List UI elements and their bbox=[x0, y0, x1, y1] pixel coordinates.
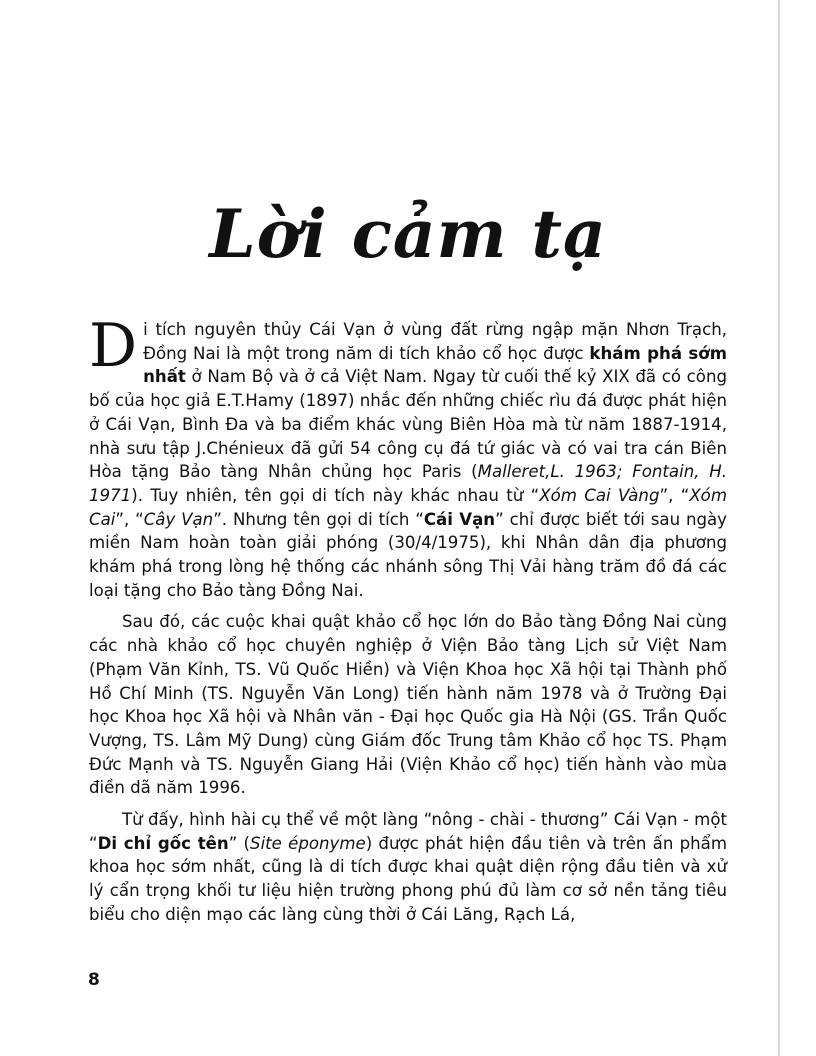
text-run: ”. Nhưng tên gọi di tích “ bbox=[213, 509, 424, 529]
italic-term: Site éponyme bbox=[250, 833, 366, 853]
text-run: ”, “ bbox=[659, 485, 690, 505]
bold-phrase: khám phá sớm nhất bbox=[143, 343, 727, 387]
text-run: ). Tuy nhiên, tên gọi di tích này khác nhau từ “ bbox=[131, 485, 540, 505]
text-run: ”, “ bbox=[115, 509, 144, 529]
paragraph-2: Sau đó, các cuộc khai quật khảo cổ học lớn do Bảo tàng Đồng Nai cùng các nhà khảo cổ học chuyên nghiệp ở Viện Bảo tàng Lịch sử Việt Nam (Phạm Văn Kỉnh, TS. Vũ Quốc Hiền) và Viện Khoa học Xã hội tại Thành phố Hồ Chí Minh (TS. Nguyễn Văn Long) tiến hành năm 1978 và ở Trường Đại học Khoa học Xã hội và Nhân văn - Đại học Quốc gia Hà Nội (GS. Trần Quốc Vượng, TS. Lâm Mỹ Dung) cùng Giám đốc Trung tâm Khảo cổ học TS. Phạm Đức Mạnh và TS. Nguyễn Giang Hải (Viện Khảo cổ học) tiến hành vào mùa điền dã năm 1996. bbox=[89, 612, 727, 798]
paragraph-1 bbox=[89, 311, 728, 602]
italic-name: Cây Vạn bbox=[143, 509, 214, 529]
bold-phrase: Cái Vạn bbox=[423, 509, 496, 529]
text-run: ở Nam Bộ và ở cả Việt Nam. Ngay từ cuối thế kỷ XIX đã có công bố của học giả E.T.Hamy (1897) nhắc đến những chiếc rìu đá được phát hiện ở Cái Vạn, Bình Đa và ba điểm khác vùng Biên Hòa mà từ năm 1887-1914, nhà sưu tập J.Chénieux đã gửi 54 công cụ đá tứ giác và có vai tra cán Biên Hòa tặng Bảo tàng Nhân chủng học Paris ( bbox=[89, 367, 727, 482]
bold-phrase: Di chỉ gốc tên bbox=[97, 833, 229, 853]
text-run: ” ( bbox=[228, 833, 251, 853]
page-edge-line bbox=[778, 0, 780, 1056]
citation: Malleret,L. 1963; Fontain, H. 1971 bbox=[89, 462, 728, 505]
page-title: Lời cảm tạ bbox=[209, 195, 607, 274]
page-number: 8 bbox=[88, 970, 100, 990]
italic-name: Xóm Cai bbox=[89, 485, 727, 529]
text-run: i tích nguyên thủy Cái Vạn ở vùng đất rừng ngập mặn Nhơn Trạch, Đồng Nai là một trong năm di tích khảo cổ học được bbox=[143, 320, 727, 363]
body-text bbox=[89, 311, 728, 935]
text-run: ) được phát hiện đầu tiên và trên ấn phẩm khoa học sớm nhất, cũng là di tích được khai quật diện rộng đầu tiên và xử lý cẩn trọng khối tư liệu hiện trường phong phú đủ làm cơ sở nền tảng tiêu biểu cho diện mạo các làng cùng thời ở Cái Lăng, Rạch Lá, bbox=[89, 833, 727, 924]
text-run: Từ đấy, hình hài cụ thể về một làng “nông - chài - thương” Cái Vạn - một “ bbox=[89, 810, 727, 853]
text-run: ” chỉ được biết tới sau ngày miền Nam hoàn toàn giải phóng (30/4/1975), khi Nhân dân địa phương khám phá trong lòng hệ thống các nhánh sông Thị Vải hàng trăm đồ đá các loại tặng cho Bảo tàng Đồng Nai. bbox=[89, 509, 727, 600]
italic-name: Xóm Cai Vàng bbox=[539, 485, 660, 505]
paragraph-3 bbox=[89, 808, 727, 927]
drop-cap: D bbox=[89, 311, 138, 381]
